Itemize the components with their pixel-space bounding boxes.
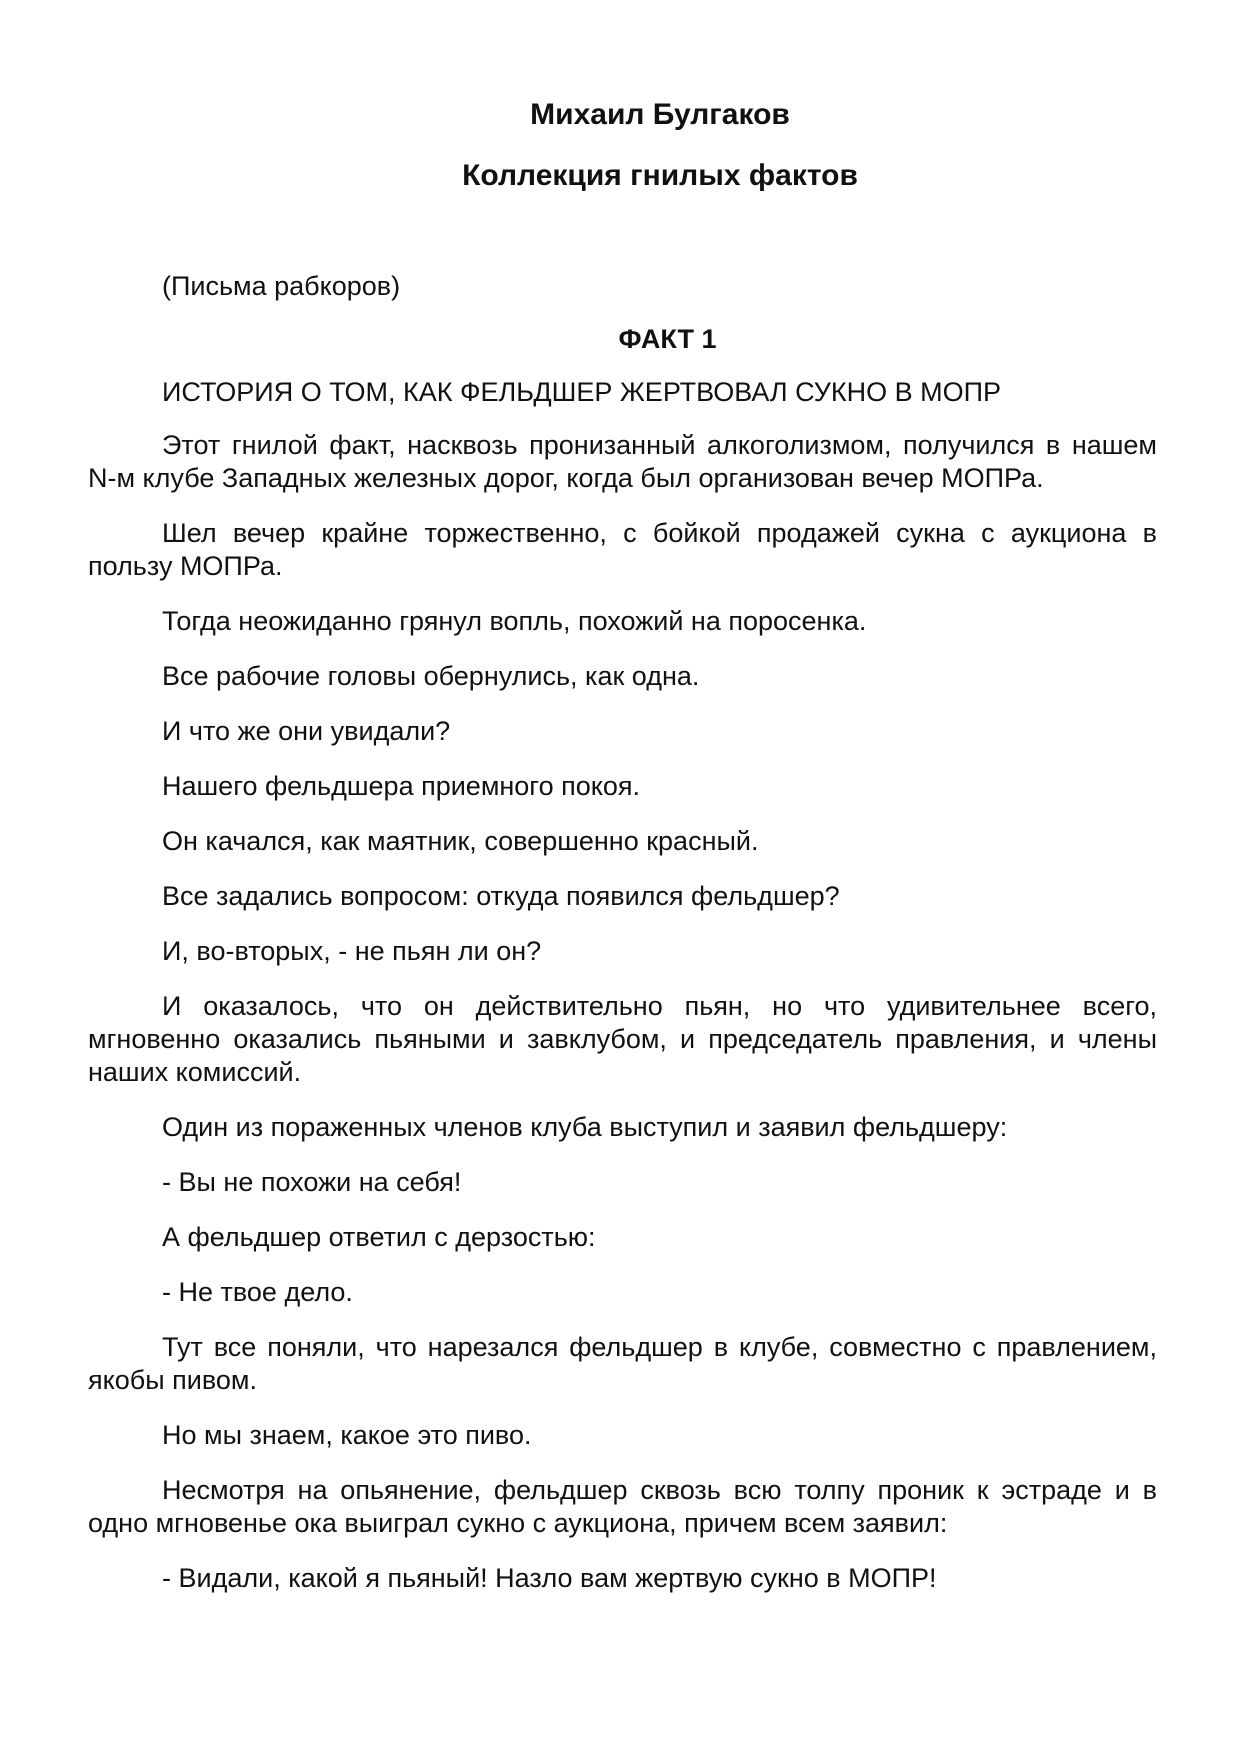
paragraph: Этот гнилой факт, насквозь пронизанный алкоголизмом, получился в нашем N-м клубе Западных железных дорог, когда был организован вечер МОПРа.	[88, 430, 1157, 493]
paragraph: Один из пораженных членов клуба выступил и заявил фельдшеру:	[162, 1112, 1008, 1142]
paragraph: Но мы знаем, какое это пиво.	[162, 1420, 532, 1450]
author-name: Михаил Булгаков	[530, 98, 790, 131]
paragraph: Все задались вопросом: откуда появился фельдшер?	[162, 881, 840, 911]
paragraph: Шел вечер крайне торжественно, с бойкой продажей сукна с аукциона в пользу МОПРа.	[88, 518, 1157, 581]
paragraph: И, во-вторых, - не пьян ли он?	[162, 936, 542, 966]
paragraph: - Не твое дело.	[162, 1277, 353, 1307]
paragraph: Тогда неожиданно грянул вопль, похожий на поросенка.	[162, 606, 867, 636]
story-heading: ИСТОРИЯ О ТОМ, КАК ФЕЛЬДШЕР ЖЕРТВОВАЛ СУКНО В МОПР	[162, 377, 1002, 407]
paragraph: И оказалось, что он действительно пьян, но что удивительнее всего, мгновенно оказались пьяными и завклубом, и председатель правления, и члены наших комиссий.	[88, 991, 1157, 1087]
paragraph: Нашего фельдшера приемного покоя.	[162, 771, 640, 801]
document-title: Коллекция гнилых фактов	[462, 159, 858, 192]
paragraph: - Вы не похожи на себя!	[162, 1167, 462, 1197]
paragraph: Несмотря на опьянение, фельдшер сквозь всю толпу проник к эстраде и в одно мгновенье ока выиграл сукно с аукциона, причем всем заявил:	[88, 1475, 1157, 1538]
paragraph: Он качался, как маятник, совершенно красный.	[162, 826, 759, 856]
paragraph: - Видали, какой я пьяный! Назло вам жертвую сукно в МОПР!	[162, 1563, 937, 1593]
subtitle: (Письма рабкоров)	[162, 271, 401, 301]
paragraph: И что же они увидали?	[162, 716, 451, 746]
fact-heading: ФАКТ 1	[618, 324, 717, 354]
paragraph: А фельдшер ответил с дерзостью:	[162, 1222, 596, 1252]
document-body	[88, 270, 1157, 1617]
paragraph: Все рабочие головы обернулись, как одна.	[162, 661, 700, 691]
paragraph: Тут все поняли, что нарезался фельдшер в клубе, совместно с правлением, якобы пивом.	[88, 1332, 1157, 1395]
